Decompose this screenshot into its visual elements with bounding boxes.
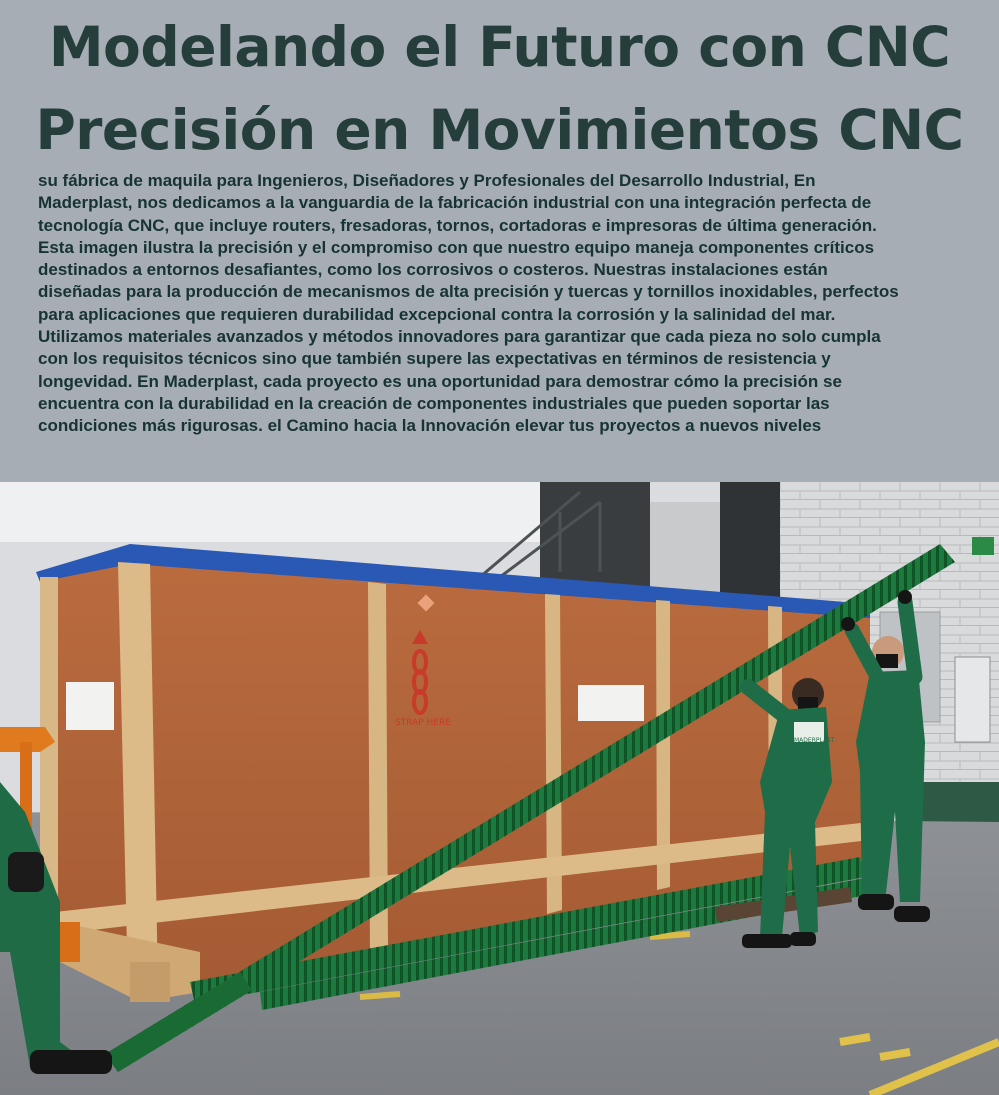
headline-line-1: Modelando el Futuro con CNC — [48, 15, 951, 79]
body-line: condiciones más rigurosas. el Camino hacia la Innovación elevar tus proyectos a nuevos niveles — [38, 416, 822, 436]
body-line: longevidad. En Maderplast, cada proyecto es una oportunidad para demostrar cómo la precisión se — [38, 371, 842, 391]
warehouse-photo — [0, 482, 999, 1095]
crate-label — [578, 685, 644, 721]
body-line: destinados a entornos desafiantes, como los corrosivos o costeros. Nuestras instalaciones están — [38, 260, 828, 280]
body-line: tecnología CNC, que incluye routers, fresadoras, tornos, cortadoras e impresoras de última generación. — [38, 215, 877, 235]
body-line: encuentra con la durabilidad en la creación de componentes industriales que pueden soportar las — [38, 393, 830, 413]
body-line: para aplicaciones que requieren durabilidad excepcional contra la corrosión y la salinidad del mar. — [38, 304, 836, 324]
exit-sign — [972, 537, 994, 555]
body-line: Maderplast, nos dedicamos a la vanguardia de la fabricación industrial con una integración perfecta de — [38, 193, 872, 213]
headline-line-2: Precisión en Movimientos CNC — [35, 98, 964, 162]
body-line: su fábrica de maquila para Ingenieros, Diseñadores y Profesionales del Desarrollo Industrial, En — [38, 171, 816, 190]
text-header — [0, 0, 999, 482]
body-line: diseñadas para la producción de mecanismos de alta precisión y tuercas y tornillos inoxidables, perfectos — [38, 282, 899, 302]
body-line: Utilizamos materiales avanzados y métodos innovadores para garantizar que cada pieza no solo cumpla — [38, 327, 881, 347]
body-line: con los requisitos técnicos sino que también supere las expectativas en términos de resistencia y — [38, 349, 831, 369]
uniform-logo: MADERPLAST — [794, 737, 835, 744]
body-line: Esta imagen ilustra la precisión y el compromiso con que nuestro equipo maneja componentes críticos — [38, 237, 875, 257]
body-paragraph — [38, 170, 978, 438]
crate-marking: STRAP HERE — [395, 718, 451, 728]
crate-label — [66, 682, 114, 730]
